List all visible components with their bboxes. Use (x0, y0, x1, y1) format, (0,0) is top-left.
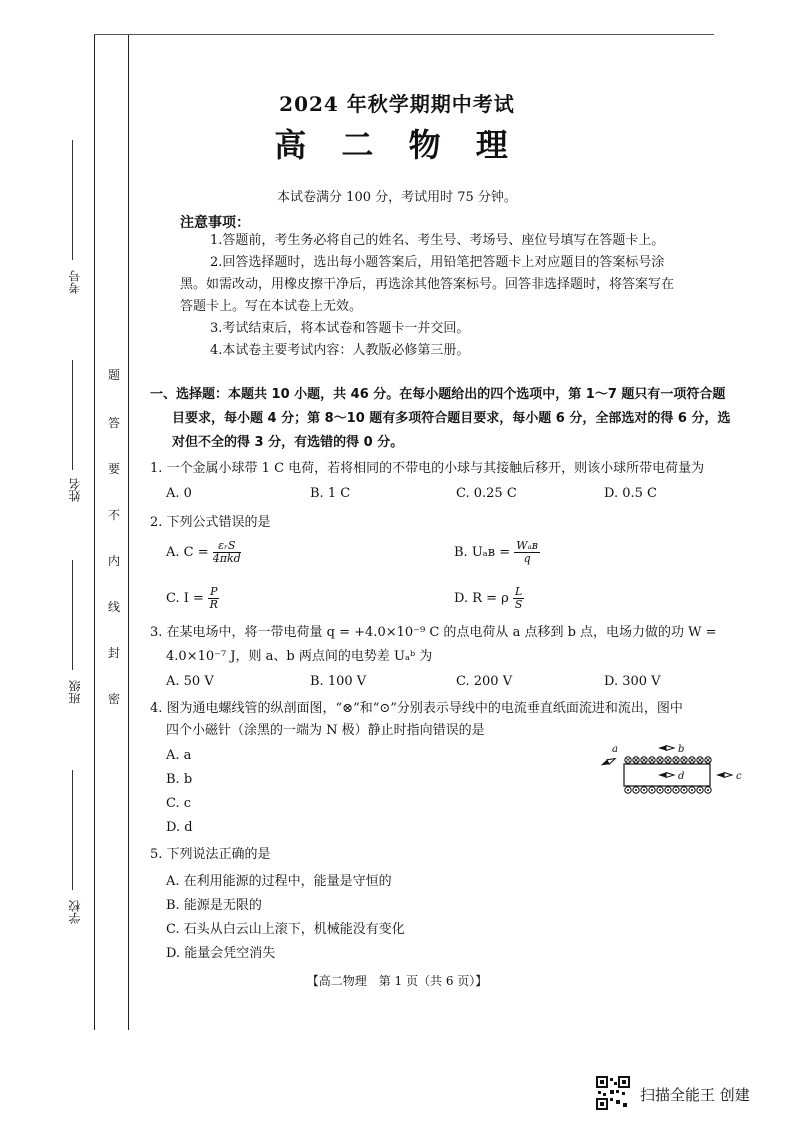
q5-option-a: A. 在利用能源的过程中，能量是守恒的 (166, 874, 392, 889)
side-name: 姓名 (68, 478, 82, 502)
q5-option-b: B. 能源是无限的 (166, 898, 262, 913)
exam-title: 2024 年秋学期期中考试 (279, 92, 515, 116)
top-edge-line (94, 34, 714, 35)
section-heading: 对但不全的得 3 分，有选错的得 0 分。 (172, 435, 404, 450)
note-line: 4.本试卷主要考试内容：人教版必修第三册。 (210, 343, 470, 358)
exam-info: 本试卷满分 100 分，考试用时 75 分钟。 (277, 190, 517, 205)
q5-option-d: D. 能量会凭空消失 (166, 946, 276, 961)
q3-option-b: B. 100 V (310, 674, 367, 689)
bottom-coil-row (625, 787, 711, 793)
q2-c-fraction (208, 586, 219, 611)
q2-a-den: 4πkd (212, 552, 241, 565)
q2-a-label: A. C = (166, 545, 209, 560)
q2-option-b (454, 540, 540, 565)
label-c: c (736, 771, 742, 782)
needle-c (716, 773, 732, 778)
q2-b-fraction (514, 540, 540, 565)
solenoid-body (624, 764, 710, 786)
section-heading: 目要求，每小题 4 分；第 8～10 题有多项符合题目要求，每小题 6 分，全部选对的得 6 分，选 (172, 411, 731, 426)
seal-char: 不 (108, 508, 121, 522)
side-name-line (72, 360, 73, 470)
q2-option-a (166, 540, 241, 565)
label-d: d (678, 771, 685, 782)
label-a: a (612, 744, 618, 755)
q4-option-d: D. d (166, 820, 193, 835)
q3-stem-line1: 3. 在某电场中，将一带电荷量 q = +4.0×10⁻⁹ C 的点电荷从 a 点移到 b 点，电场力做的功 W = (150, 625, 717, 640)
needle-b (658, 746, 674, 751)
q2-option-c (166, 586, 219, 611)
q1-option-c: C. 0.25 C (456, 486, 517, 501)
note-line: 答题卡上。写在本试卷上无效。 (180, 299, 363, 314)
q2-c-den: R (209, 598, 218, 611)
q2-a-num: εᵣS (213, 540, 241, 553)
q4-option-a: A. a (166, 748, 192, 763)
q2-option-d (454, 586, 524, 611)
q2-b-den: q (523, 552, 531, 565)
q2-d-fraction (513, 586, 524, 611)
note-line: 3.考试结束后，将本试卷和答题卡一并交回。 (210, 321, 470, 336)
q4-option-c: C. c (166, 796, 192, 811)
q5-stem: 5. 下列说法正确的是 (150, 847, 271, 862)
q2-b-label: B. Uₐʙ = (454, 545, 511, 560)
qr-code-icon (596, 1076, 630, 1110)
q2-a-fraction (213, 540, 241, 565)
q2-d-num: L (514, 585, 523, 598)
q4-stem-line1: 4. 图为通电螺线管的纵剖面图，“⊗”和“⊙”分别表示导线中的电流垂直纸面流进和流出，图中 (150, 701, 683, 716)
scanner-watermark: 扫描全能王 创建 (640, 1086, 750, 1104)
q1-stem: 1. 一个金属小球带 1 C 电荷，若将相同的不带电的小球与其接触后移开，则该小球所带电荷量为 (150, 461, 705, 476)
side-class-line (72, 560, 73, 670)
seal-char: 要 (108, 462, 121, 476)
subject-title: 高 二 物 理 (274, 126, 520, 164)
notes-title: 注意事项： (180, 215, 250, 231)
q3-option-a: A. 50 V (166, 674, 214, 689)
binding-line-outer (94, 34, 95, 1030)
top-coil-row (625, 757, 711, 763)
side-exam-no: 考号 (68, 270, 82, 294)
needle-a (600, 756, 617, 767)
seal-char: 封 (108, 646, 121, 660)
seal-char: 答 (108, 416, 121, 430)
side-class: 班级 (68, 680, 82, 704)
seal-char: 内 (108, 554, 121, 568)
q1-option-d: D. 0.5 C (604, 486, 657, 501)
note-line: 1.答题前，考生务必将自己的姓名、考生号、考场号、座位号填写在答题卡上。 (210, 233, 665, 248)
q5-option-c: C. 石头从白云山上滚下，机械能没有变化 (166, 922, 405, 937)
q3-option-d: D. 300 V (604, 674, 661, 689)
label-b: b (678, 744, 685, 755)
solenoid-figure (596, 740, 746, 810)
side-school: 学校 (68, 900, 82, 924)
q3-option-c: C. 200 V (456, 674, 513, 689)
q2-c-label: C. I = (166, 591, 204, 606)
q2-stem: 2. 下列公式错误的是 (150, 515, 271, 530)
q1-option-a: A. 0 (166, 486, 192, 501)
note-line: 2.回答选择题时，选出每小题答案后，用铅笔把答题卡上对应题目的答案标号涂 (210, 255, 665, 270)
q2-d-label: D. R = ρ (454, 591, 509, 606)
q2-b-num: Wₐʙ (516, 539, 538, 552)
section-heading: 一、选择题：本题共 10 小题，共 46 分。在每小题给出的四个选项中，第 1～7 题只有一项符合题 (150, 387, 726, 402)
q3-stem-line2: 4.0×10⁻⁷ J，则 a、b 两点间的电势差 Uₐᵇ 为 (166, 649, 433, 664)
q4-stem-line2: 四个小磁针（涂黑的一端为 N 极）静止时指向错误的是 (166, 723, 485, 738)
q2-d-den: S (514, 598, 523, 611)
side-school-line (72, 770, 73, 890)
q1-option-b: B. 1 C (310, 486, 351, 501)
seal-char: 题 (108, 368, 121, 382)
q2-c-num: P (210, 585, 218, 598)
page-footer: 【高二物理 第 1 页（共 6 页）】 (306, 974, 488, 988)
seal-char: 线 (108, 600, 121, 614)
seal-char: 密 (108, 692, 121, 706)
note-line: 黑。如需改动，用橡皮擦干净后，再选涂其他答案标号。回答非选择题时，将答案写在 (180, 277, 675, 292)
binding-line-inner (128, 34, 129, 1030)
needle-d (658, 773, 674, 778)
q4-option-b: B. b (166, 772, 193, 787)
